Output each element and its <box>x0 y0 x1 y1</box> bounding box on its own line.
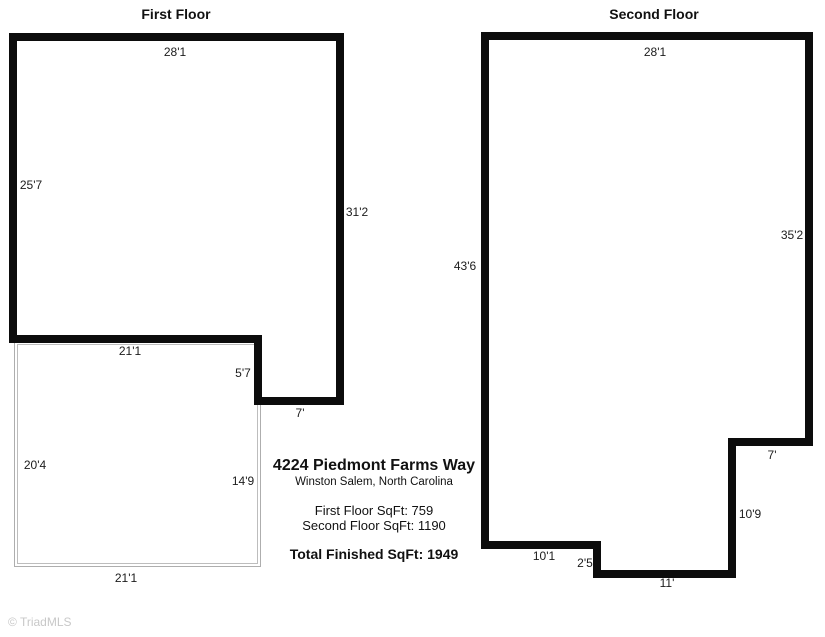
property-address: 4224 Piedmont Farms Way <box>272 457 476 474</box>
first-floor-dim-notch-height: 5'7 <box>235 366 251 380</box>
second-floor-outline <box>485 36 809 574</box>
first-floor-dim-lower-right: 14'9 <box>231 474 255 488</box>
first-floor-dim-top: 28'1 <box>163 45 187 59</box>
second-floor-dim-right: 35'2 <box>780 228 804 242</box>
first-floor-dim-lower-left: 20'4 <box>23 458 47 472</box>
second-floor-dim-bottom-step: 2'5 <box>577 556 593 570</box>
second-floor-dim-bottom-left: 10'1 <box>532 549 556 563</box>
first-floor-outline <box>13 37 340 401</box>
second-floor-dim-step-width: 7' <box>767 448 777 462</box>
triadmls-watermark: © TriadMLS <box>8 615 72 629</box>
unfinished-area-outline-inner <box>18 345 258 564</box>
property-city: Winston Salem, North Carolina <box>295 476 453 488</box>
first-floor-dim-lower-bottom: 21'1 <box>114 571 138 585</box>
second-floor-title: Second Floor <box>609 6 699 22</box>
second-floor-dim-bottom-width: 11' <box>659 576 675 590</box>
first-floor-dim-left: 25'7 <box>19 178 43 192</box>
first-floor-dim-notch-bottom: 7' <box>295 406 305 420</box>
second-floor-dim-step-height: 10'9 <box>738 507 762 521</box>
first-floor-dim-right: 31'2 <box>345 205 369 219</box>
total-sqft: Total Finished SqFt: 1949 <box>289 546 459 562</box>
second-floor-sqft: Second Floor SqFt: 1190 <box>302 518 446 533</box>
unfinished-area-outline-outer <box>15 342 261 567</box>
first-floor-sqft: First Floor SqFt: 759 <box>314 503 434 518</box>
second-floor-dim-top: 28'1 <box>643 45 667 59</box>
second-floor-dim-left: 43'6 <box>453 259 477 273</box>
first-floor-title: First Floor <box>141 6 211 22</box>
first-floor-dim-inner-bottom: 21'1 <box>118 344 142 358</box>
